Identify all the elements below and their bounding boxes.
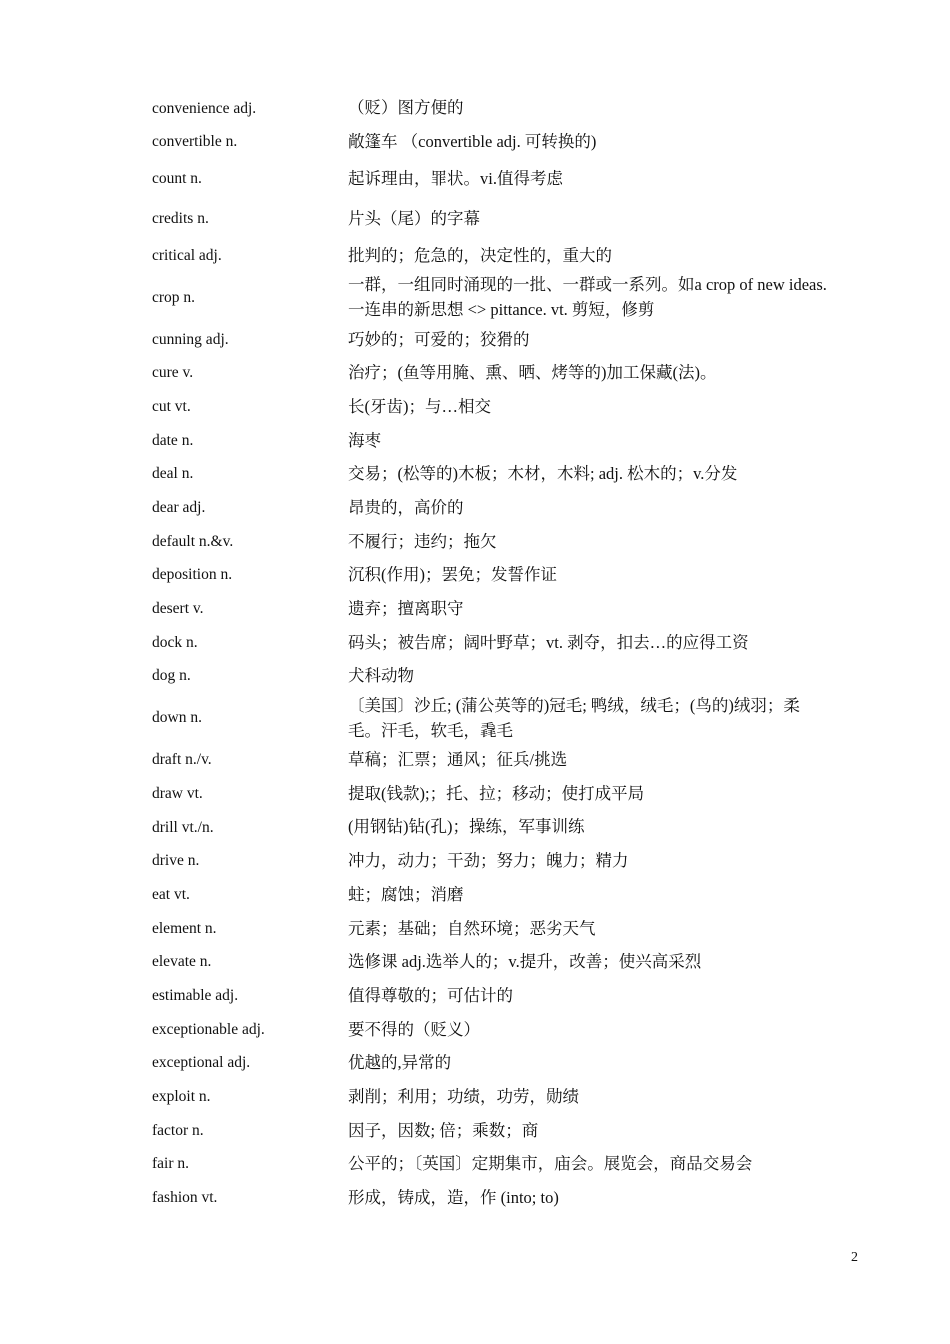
vocab-definition: 治疗；(鱼等用腌、熏、晒、烤等的)加工保藏(法)。	[348, 363, 717, 383]
vocab-entry	[152, 239, 832, 273]
vocab-term: desert v.	[152, 600, 204, 618]
vocab-entry	[152, 694, 832, 744]
vocab-definition: 不履行；违约；拖欠	[348, 531, 497, 551]
vocab-definition: 沉积(作用)；罢免；发誓作证	[348, 565, 557, 585]
vocab-entry	[152, 845, 832, 879]
vocab-term: cunning adj.	[152, 330, 229, 348]
vocab-definition: 一群，一组同时涌现的一批、一群或一系列。如a crop of new ideas.一连串的新思想 <> pittance. vt. 剪短，修剪	[348, 275, 827, 320]
vocab-entry	[152, 525, 832, 559]
vocab-term: drive n.	[152, 852, 200, 870]
vocab-term: fashion vt.	[152, 1189, 218, 1207]
vocab-definition: 海枣	[348, 430, 381, 450]
vocab-definition: 巧妙的；可爱的；狡猾的	[348, 329, 530, 349]
vocab-entry	[152, 811, 832, 845]
vocab-entry	[152, 1114, 832, 1148]
vocab-definition: 码头；被告席；阔叶野草；vt. 剥夺，扣去…的应得工资	[348, 632, 749, 652]
vocab-entry	[152, 92, 832, 126]
vocab-term: elevate n.	[152, 953, 212, 971]
vocab-term: fair n.	[152, 1155, 190, 1173]
vocab-definition: 冲力，动力；干劲；努力；魄力；精力	[348, 851, 629, 871]
vocab-entry	[152, 878, 832, 912]
vocab-entry	[152, 126, 832, 160]
vocab-entry	[152, 1081, 832, 1115]
vocab-entry	[152, 777, 832, 811]
vocab-definition: 公平的；〔英国〕定期集市，庙会。展览会，商品交易会	[348, 1154, 753, 1174]
vocab-term: eat vt.	[152, 885, 190, 903]
vocab-definition: (用钢钻)钻(孔)；操练，军事训练	[348, 817, 585, 837]
vocab-entry	[152, 946, 832, 980]
vocab-term: crop n.	[152, 288, 196, 306]
vocab-term: cut vt.	[152, 397, 191, 415]
vocab-term: critical adj.	[152, 246, 222, 264]
vocab-entry	[152, 1148, 832, 1182]
vocab-definition: 遗弃；擅离职守	[348, 599, 464, 619]
vocab-term: dog n.	[152, 667, 191, 685]
vocab-entry	[152, 492, 832, 526]
vocab-entry	[152, 979, 832, 1013]
vocab-definition: 长(牙齿)；与…相交	[348, 396, 491, 416]
vocab-entry	[152, 593, 832, 627]
vocab-term: draw vt.	[152, 784, 203, 802]
vocab-entry	[152, 626, 832, 660]
vocab-definition: 元素；基础；自然环境；恶劣天气	[348, 918, 596, 938]
vocab-term: drill vt./n.	[152, 818, 214, 836]
page-number: 2	[851, 1250, 858, 1265]
vocab-definition: 敞篷车 （convertible adj. 可转换的)	[348, 132, 597, 152]
vocab-entry	[152, 912, 832, 946]
vocab-definition: 批判的；危急的，决定性的，重大的	[348, 245, 612, 265]
vocab-entry	[152, 744, 832, 778]
vocab-entry	[152, 357, 832, 391]
vocab-term: count n.	[152, 170, 202, 188]
vocab-term: factor n.	[152, 1121, 204, 1139]
vocabulary-list	[152, 92, 832, 1215]
vocab-term: dear adj.	[152, 499, 206, 517]
vocab-definition: 昂贵的，高价的	[348, 497, 464, 517]
vocab-entry	[152, 1013, 832, 1047]
vocab-entry	[152, 159, 832, 199]
vocab-term: exceptional adj.	[152, 1054, 251, 1072]
vocab-definition: 剥削；利用；功绩，功劳，勋绩	[348, 1086, 579, 1106]
vocab-definition: 草稿；汇票；通风；征兵/挑选	[348, 750, 568, 770]
vocab-term: down n.	[152, 709, 202, 727]
vocab-definition: 优越的,异常的	[348, 1053, 452, 1073]
vocab-term: credits n.	[152, 210, 209, 228]
vocab-entry	[152, 1047, 832, 1081]
vocab-term: exceptionable adj.	[152, 1020, 265, 1038]
vocab-term: convenience adj.	[152, 99, 257, 117]
vocab-term: default n.&v.	[152, 532, 234, 550]
vocab-entry	[152, 390, 832, 424]
vocab-definition: （贬）图方便的	[348, 98, 464, 118]
vocab-term: date n.	[152, 431, 194, 449]
vocab-term: exploit n.	[152, 1088, 211, 1106]
vocab-entry	[152, 458, 832, 492]
vocab-term: dock n.	[152, 633, 198, 651]
vocab-term: cure v.	[152, 364, 194, 382]
vocab-term: draft n./v.	[152, 751, 212, 769]
vocab-definition: 蛀；腐蚀；消磨	[348, 884, 464, 904]
vocab-entry	[152, 323, 832, 357]
vocab-term: estimable adj.	[152, 986, 239, 1004]
vocab-definition: 〔美国〕沙丘; (蒲公英等的)冠毛; 鸭绒，绒毛；(鸟的)绒羽；柔毛。汗毛，软毛，毳毛	[348, 695, 800, 740]
vocab-definition: 形成，铸成，造，作 (into; to)	[348, 1188, 559, 1208]
vocab-definition: 值得尊敬的；可估计的	[348, 985, 513, 1005]
vocab-term: deposition n.	[152, 566, 233, 584]
vocab-definition: 片头（尾）的字幕	[348, 209, 480, 228]
vocab-definition: 交易；(松等的)木板；木材，木料; adj. 松木的；v.分发	[348, 464, 738, 484]
vocab-entry	[152, 660, 832, 694]
vocab-term: convertible n.	[152, 133, 238, 151]
vocab-entry	[152, 424, 832, 458]
vocab-entry	[152, 199, 832, 239]
vocab-definition: 提取(钱款);；托、拉；移动；使打成平局	[348, 783, 645, 803]
vocab-entry	[152, 273, 832, 323]
vocab-definition: 起诉理由，罪状。vi.值得考虑	[348, 169, 563, 188]
vocab-term: deal n.	[152, 465, 194, 483]
vocab-term: element n.	[152, 919, 217, 937]
vocab-definition: 因子，因数; 倍；乘数；商	[348, 1120, 539, 1140]
vocab-definition: 要不得的（贬义）	[348, 1019, 480, 1039]
vocab-entry	[152, 1182, 832, 1216]
vocab-definition: 犬科动物	[348, 666, 414, 686]
vocab-entry	[152, 559, 832, 593]
vocab-definition: 选修课 adj.选举人的；v.提升，改善；使兴高采烈	[348, 952, 702, 972]
